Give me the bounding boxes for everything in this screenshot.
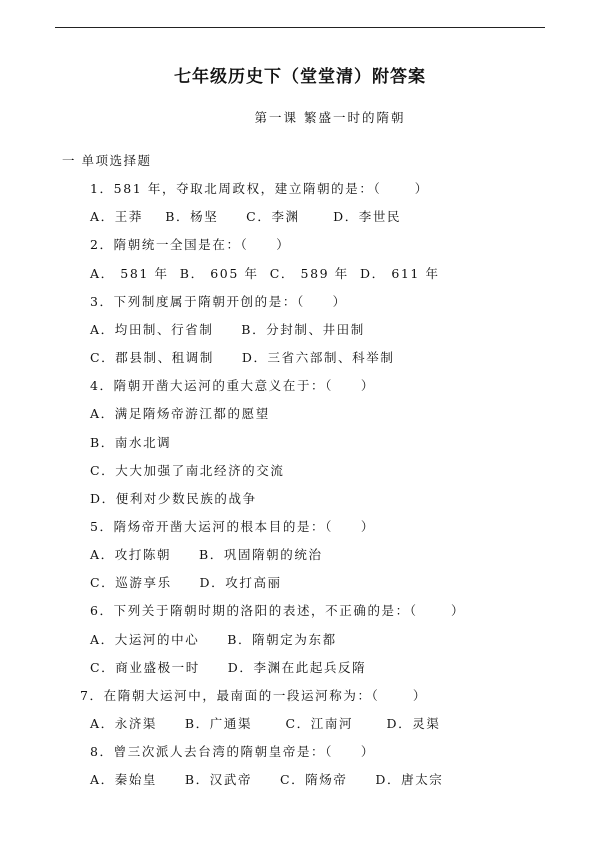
section-heading: 一 单项选择题	[62, 153, 152, 168]
option-4-d: D．便利对少数民族的战争	[90, 491, 257, 506]
option-4-c: C．大大加强了南北经济的交流	[90, 463, 285, 478]
lesson-subtitle: 第一课 繁盛一时的隋朝	[254, 110, 406, 125]
options-2: A． 581 年 B． 605 年 C． 589 年 D． 611 年	[90, 266, 440, 281]
options-8: A．秦始皇 B．汉武帝 C．隋炀帝 D．唐太宗	[90, 772, 444, 787]
question-5: 5．隋炀帝开凿大运河的根本目的是：（ ）	[90, 519, 375, 534]
options-5-cd: C．巡游享乐 D．攻打高丽	[90, 575, 282, 590]
question-8: 8．曾三次派人去台湾的隋朝皇帝是：（ ）	[90, 744, 375, 759]
options-3-cd: C．郡县制、租调制 D．三省六部制、科举制	[90, 350, 395, 365]
options-7: A．永济渠 B．广通渠 C．江南河 D．灵渠	[90, 716, 441, 731]
options-6-cd: C．商业盛极一时 D．李渊在此起兵反隋	[90, 660, 367, 675]
option-4-a: A．满足隋炀帝游江都的愿望	[90, 406, 270, 421]
question-6: 6．下列关于隋朝时期的洛阳的表述，不正确的是：（ ）	[90, 603, 466, 618]
question-7: 7．在隋朝大运河中，最南面的一段运河称为：（ ）	[80, 688, 427, 703]
options-6-ab: A．大运河的中心 B．隋朝定为东都	[90, 632, 337, 647]
question-1: 1．581 年，夺取北周政权，建立隋朝的是：（ ）	[90, 181, 429, 196]
question-2: 2．隋朝统一全国是在：（ ）	[90, 237, 291, 252]
header-rule	[55, 27, 545, 28]
question-4: 4．隋朝开凿大运河的重大意义在于：（ ）	[90, 378, 375, 393]
options-3-ab: A．均田制、行省制 B．分封制、井田制	[90, 322, 365, 337]
options-1: A．王莽 B．杨坚 C．李渊 D．李世民	[90, 209, 402, 224]
question-3: 3．下列制度属于隋朝开创的是：（ ）	[90, 294, 347, 309]
option-4-b: B．南水北调	[90, 435, 172, 450]
options-5-ab: A．攻打陈朝 B．巩固隋朝的统治	[90, 547, 323, 562]
document-title: 七年级历史下（堂堂清）附答案	[174, 67, 426, 87]
